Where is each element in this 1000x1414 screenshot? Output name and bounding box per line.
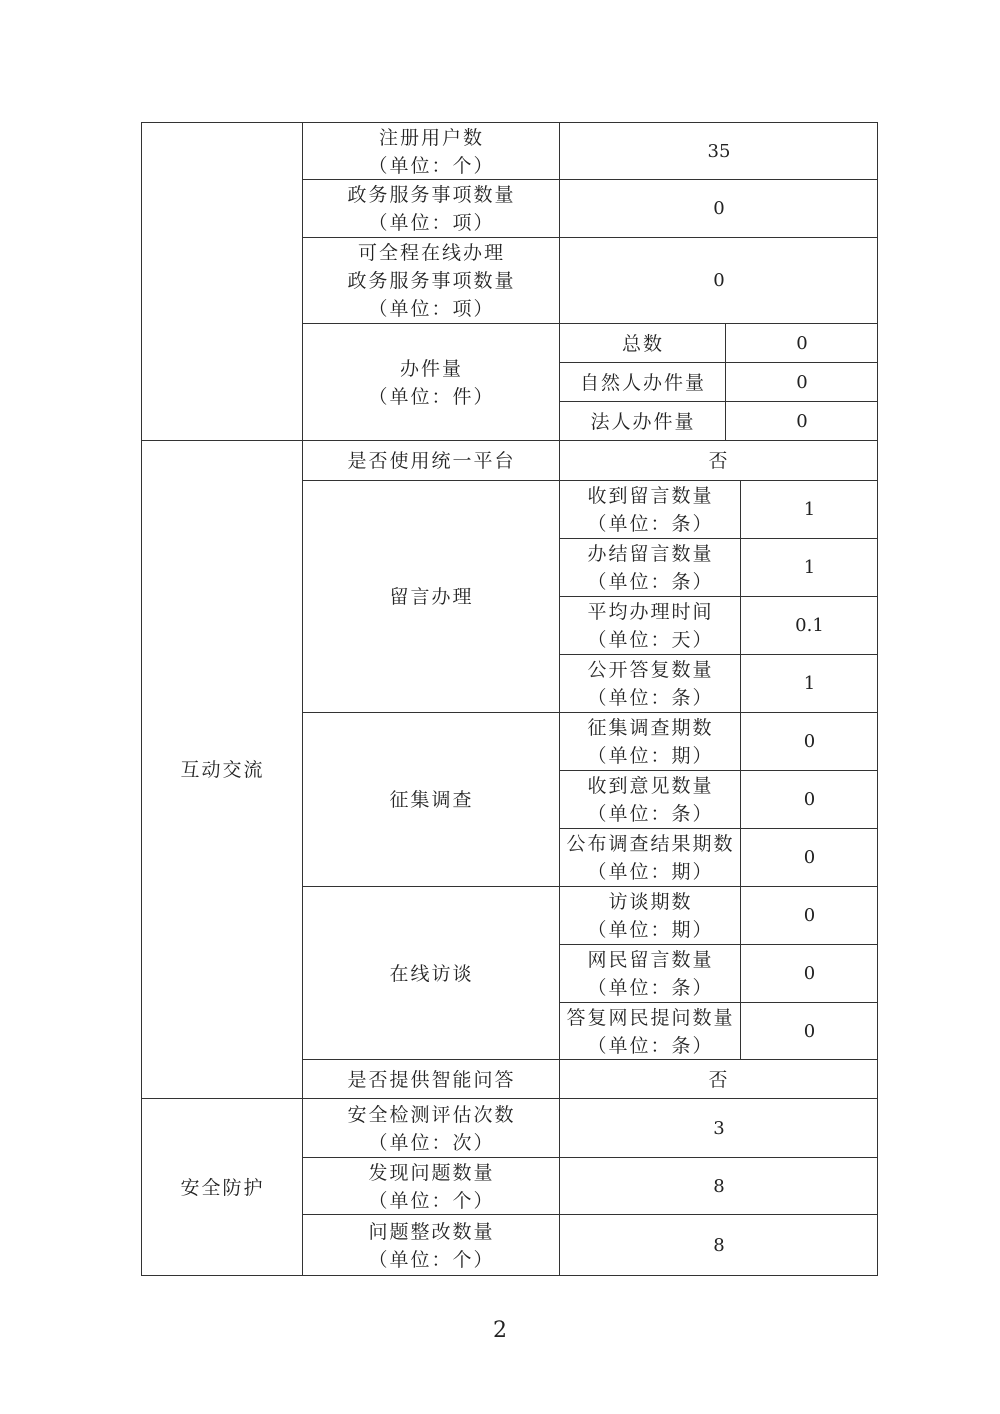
security-issues-found-value: 8: [559, 1157, 878, 1215]
survey-opinions-label: 收到意见数量 （单位：条）: [559, 770, 741, 829]
messages-label: 留言办理: [302, 480, 560, 713]
case-legal-person-value: 0: [725, 401, 878, 441]
survey-periods-label: 征集调查期数 （单位：期）: [559, 712, 741, 771]
survey-periods-value: 0: [740, 712, 878, 771]
case-total-value: 0: [725, 323, 878, 363]
interaction-category: 互动交流: [141, 440, 303, 1099]
survey-results-label: 公布调查结果期数 （单位：期）: [559, 828, 741, 887]
security-assessments-value: 3: [559, 1098, 878, 1158]
table-right-border: [877, 122, 878, 1276]
case-total-label: 总数: [559, 323, 726, 363]
security-assessments-label: 安全检测评估次数 （单位：次）: [302, 1098, 560, 1158]
interview-netizen-messages-value: 0: [740, 944, 878, 1003]
service-items-label: 政务服务事项数量 （单位：项）: [302, 179, 560, 238]
online-service-items-value: 0: [559, 237, 878, 324]
interview-replies-label: 答复网民提问数量 （单位：条）: [559, 1002, 741, 1060]
service-items-value: 0: [559, 179, 878, 238]
interview-replies-value: 0: [740, 1002, 878, 1060]
category-cell-empty: [141, 122, 303, 441]
messages-avg-time-label: 平均办理时间 （单位：天）: [559, 596, 741, 655]
messages-received-value: 1: [740, 480, 878, 539]
registered-users-value: 35: [559, 122, 878, 180]
smart-qa-value: 否: [559, 1059, 878, 1099]
messages-closed-label: 办结留言数量 （单位：条）: [559, 538, 741, 597]
survey-results-value: 0: [740, 828, 878, 887]
interview-periods-value: 0: [740, 886, 878, 945]
messages-public-reply-label: 公开答复数量 （单位：条）: [559, 654, 741, 713]
messages-avg-time-value: 0.1: [740, 596, 878, 655]
security-issues-fixed-value: 8: [559, 1214, 878, 1276]
messages-closed-value: 1: [740, 538, 878, 597]
page-number: 2: [493, 1318, 507, 1343]
case-volume-label: 办件量 （单位：件）: [302, 323, 560, 441]
interview-periods-label: 访谈期数 （单位：期）: [559, 886, 741, 945]
unified-platform-label: 是否使用统一平台: [302, 440, 560, 481]
interview-netizen-messages-label: 网民留言数量 （单位：条）: [559, 944, 741, 1003]
case-natural-person-value: 0: [725, 362, 878, 402]
unified-platform-value: 否: [559, 440, 878, 481]
survey-opinions-value: 0: [740, 770, 878, 829]
table-bottom-border: [141, 1275, 878, 1276]
security-issues-found-label: 发现问题数量 （单位：个）: [302, 1157, 560, 1215]
survey-label: 征集调查: [302, 712, 560, 887]
case-legal-person-label: 法人办件量: [559, 401, 726, 441]
case-natural-person-label: 自然人办件量: [559, 362, 726, 402]
security-issues-fixed-label: 问题整改数量 （单位：个）: [302, 1214, 560, 1276]
interview-label: 在线访谈: [302, 886, 560, 1060]
security-category: 安全防护: [141, 1098, 303, 1276]
messages-public-reply-value: 1: [740, 654, 878, 713]
registered-users-label: 注册用户数 （单位：个）: [302, 122, 560, 180]
smart-qa-label: 是否提供智能问答: [302, 1059, 560, 1099]
messages-received-label: 收到留言数量 （单位：条）: [559, 480, 741, 539]
online-service-items-label: 可全程在线办理 政务服务事项数量 （单位：项）: [302, 237, 560, 324]
